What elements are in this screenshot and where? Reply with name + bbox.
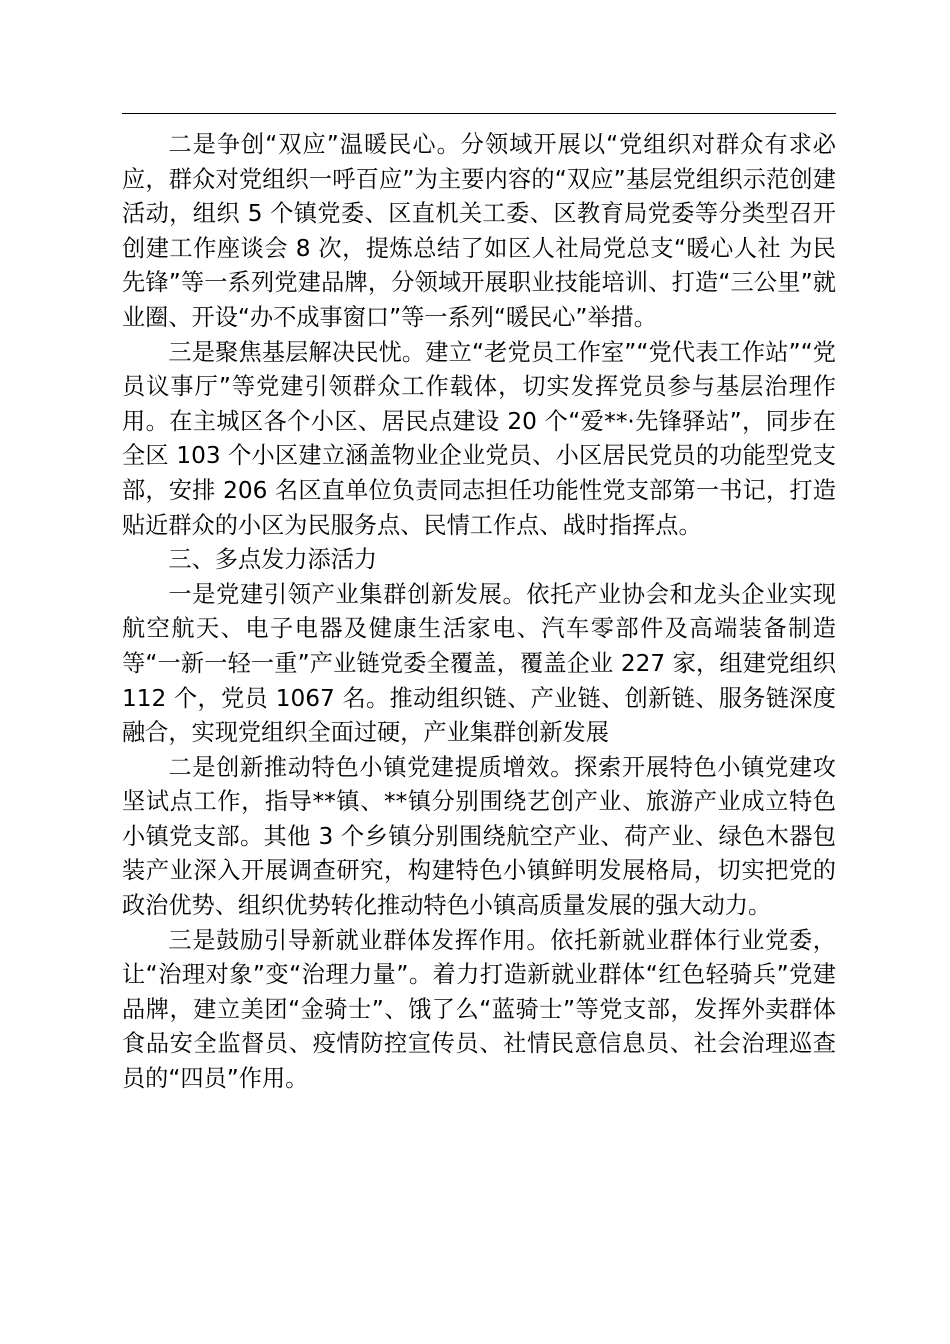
paragraph-tese-xiaozhen: 二是创新推动特色小镇党建提质增效。探索开展特色小镇党建攻坚试点工作，指导**镇、**镇分别围绕艺创产业、旅游产业成立特色小镇党支部。其他 3 个乡镇分别围绕航空产业、荷产业、绿色木器包装产业深入开展调查研究，构建特色小镇鲜明发展格局，切实把党的政治优势、组织优势转化推动特色小镇高质量发展的强大动力。: [122, 753, 836, 920]
section-heading-3: 三、多点发力添活力: [168, 546, 378, 574]
paragraph-shuangying: 二是争创“双应”温暖民心。分领域开展以“党组织对群众有求必应，群众对党组织一呼百应”为主要内容的“双应”基层党组织示范创建活动，组织 5 个镇党委、区直机关工委、区教育局党委等分类型召开创建工作座谈会 8 次，提炼总结了如区人社局党总支“暖心人社 为民先锋”等一系列党建品牌，分领域开展职业技能培训、打造“三公里”就业圈、开设“办不成事窗口”等一系列“暖民心”举措。: [122, 131, 836, 331]
body-text: [122, 128, 836, 1097]
paragraph-jiceng-minyou: 三是聚焦基层解决民忧。建立“老党员工作室”“党代表工作站”“党员议事厅”等党建引领群众工作载体，切实发挥党员参与基层治理作用。在主城区各个小区、居民点建设 20 个“爱**·先锋驿站”，同步在全区 103 个小区建立涵盖物业企业党员、小区居民党员的功能型党支部，安排 206 名区直单位负责同志担任功能性党支部第一书记，打造贴近群众的小区为民服务点、民情工作点、战时指挥点。: [122, 338, 836, 539]
paragraph-chanye-jiqun: 一是党建引领产业集群创新发展。依托产业协会和龙头企业实现航空航天、电子电器及健康生活家电、汽车零部件及高端装备制造等“一新一轻一重”产业链党委全覆盖，覆盖企业 227 家，组建党组织 112 个，党员 1067 名。推动组织链、产业链、创新链、服务链深度融合，实现党组织全面过硬，产业集群创新发展: [122, 580, 836, 747]
paragraph-xin-jiuye-qunti: 三是鼓励引导新就业群体发挥作用。依托新就业群体行业党委，让“治理对象”变“治理力量”。着力打造新就业群体“红色轻骑兵”党建品牌，建立美团“金骑士”、饿了么“蓝骑士”等党支部，发挥外卖群体食品安全监督员、疫情防控宣传员、社情民意信息员、社会治理巡查员的“四员”作用。: [122, 926, 836, 1093]
header-rule: [122, 113, 836, 114]
